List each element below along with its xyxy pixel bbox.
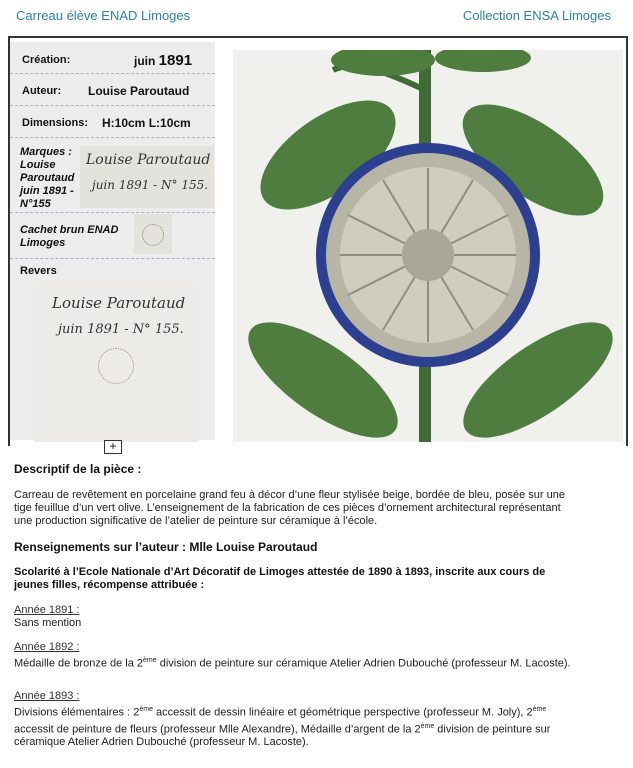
creation-label: Création: <box>22 54 71 66</box>
description-text: Carreau de revêtement en porcelaine grand feu à décor d’une fleur stylisée beige, bordée de bleu, posée sur une tige feuillue d’un vert olive. L’enseignement de la fabrication de ces pièces d’ornement architectural représentant une production significative de l’atelier de peinture sur céramique à l’école. <box>14 489 565 527</box>
auteur-label: Auteur: <box>22 85 62 97</box>
year-1892-label: Année 1892 : <box>14 641 80 653</box>
author-intro: Scolarité à l’Ecole Nationale d’Art Décoratif de Limoges attestée de 1890 à 1893, inscrite aux cours de jeunes filles, récompense attribuée : <box>14 566 546 591</box>
cachet-divider <box>10 258 215 259</box>
revers-signature-line-1: Louise Paroutaud <box>52 294 186 312</box>
stamp-circle <box>142 224 164 246</box>
header-left-title: Carreau élève ENAD Limoges <box>16 8 191 23</box>
year-1891-label: Année 1891 : <box>14 604 80 616</box>
auteur-value: Louise Paroutaud <box>88 84 190 98</box>
auteur-row <box>10 74 215 106</box>
description-heading: Descriptif de la pièce : <box>14 462 142 476</box>
dimensions-label: Dimensions: <box>22 117 89 129</box>
signature-photo <box>80 146 214 208</box>
marques-divider <box>10 212 215 213</box>
revers-label: Revers <box>20 265 57 277</box>
signature-line-2: juin 1891 - N° 155. <box>92 178 209 192</box>
creation-value: juin 1891 <box>134 52 193 69</box>
cachet-label: Cachet brun ENAD Limoges <box>20 224 119 249</box>
expand-plus-icon[interactable]: + <box>104 440 122 454</box>
marques-label: Marques : Louise Paroutaud juin 1891 - N°155 <box>20 146 75 210</box>
year-1891-text: Sans mention <box>14 617 82 629</box>
author-heading: Renseignements sur l’auteur : Mlle Louise Paroutaud <box>14 540 318 554</box>
year-1893-label: Année 1893 : <box>14 690 80 702</box>
year-1892-text: Médaille de bronze de la 2ème division de peinture sur céramique Atelier Adrien Dubouché (professeur M. Lacoste). <box>14 657 571 670</box>
signature-line-1: Louise Paroutaud <box>86 152 211 168</box>
year-1893-text: Divisions élémentaires : 2ème accessit de dessin linéaire et géométrique perspective (professeur M. Joly), 2ème accessit de peinture de fleurs (professeur Mlle Alexandre), Médaille d’argent de la 2ème division de peinture sur céramique Atelier Adrien Dubouché (professeur M. Lacoste). <box>14 706 551 749</box>
creation-row <box>10 42 215 74</box>
revers-signature-line-2: juin 1891 - N° 155. <box>58 322 184 337</box>
header-right-title: Collection ENSA Limoges <box>462 8 611 23</box>
dimensions-row <box>10 106 215 138</box>
stamp-photo <box>134 214 172 254</box>
revers-photo <box>34 282 198 442</box>
tile-photo <box>233 50 623 442</box>
flower-tile-illustration <box>233 50 623 442</box>
revers-stamp <box>98 348 134 384</box>
dimensions-value: H:10cm L:10cm <box>102 116 191 130</box>
